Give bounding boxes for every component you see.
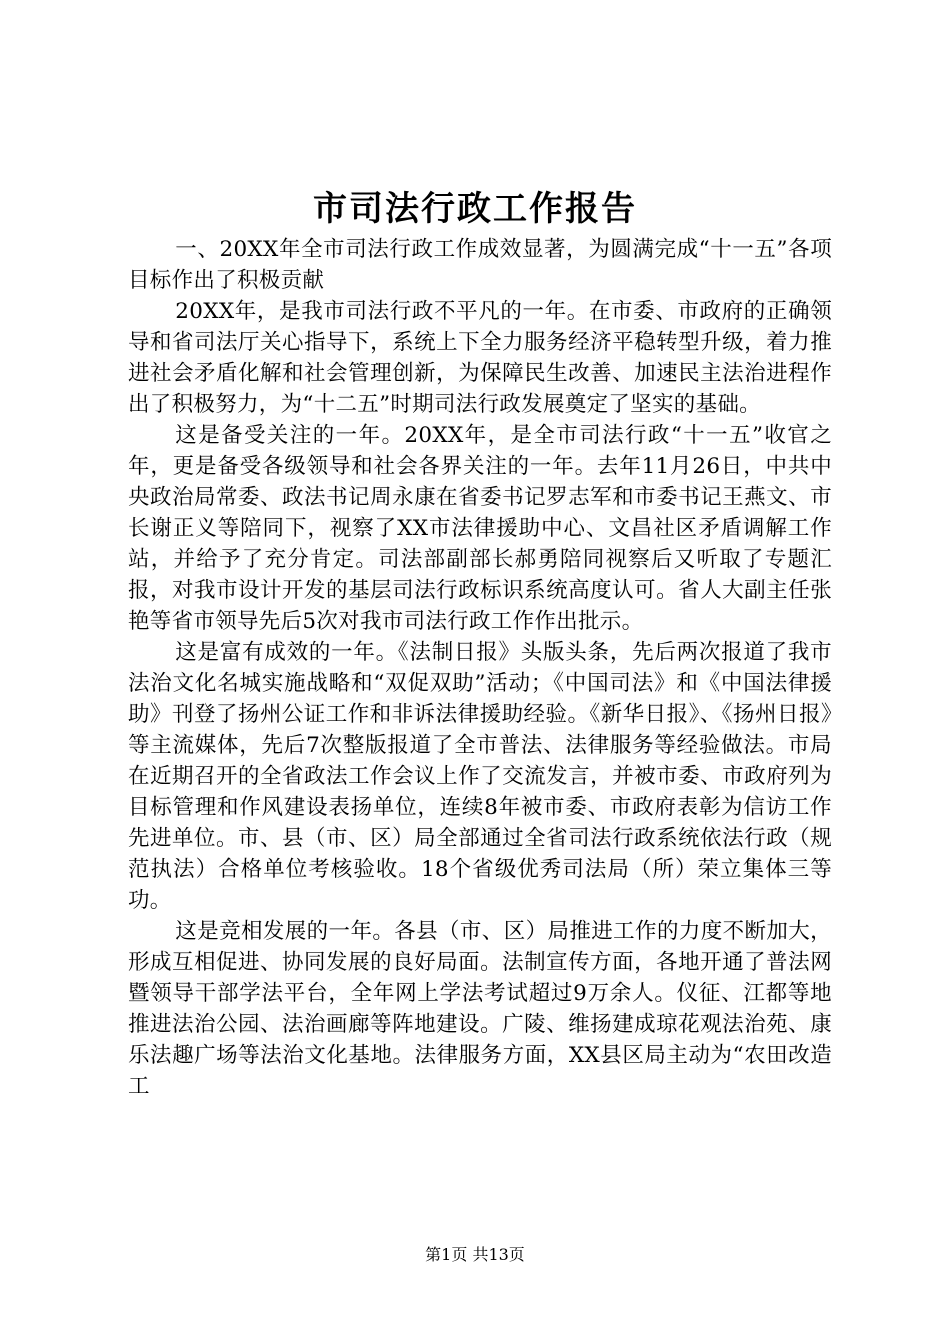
body-paragraph: 这是备受关注的一年。20XX年，是全市司法行政“十一五”收官之年，更是备受各级领导和社会各界关注的一年。去年11月26日，中共中央政治局常委、政法书记周永康在省委书记罗志军和市委书记王燕文、市长谢正义等陪同下，视察了XX市法律援助中心、文昌社区矛盾调解工作站，并给予了充分肯定。司法部副部长郝勇陪同视察后又听取了专题汇报，对我市设计开发的基层司法行政标识系统高度认可。省人大副主任张艳等省市领导先后5次对我市司法行政工作作出批示。: [128, 423, 832, 634]
body-paragraph: 这是富有成效的一年。《法制日报》头版头条，先后两次报道了我市法治文化名城实施战略和“双促双助”活动；《中国司法》和《中国法律援助》刊登了扬州公证工作和非诉法律援助经验。《新华日报》、《扬州日报》等主流媒体，先后7次整版报道了全市普法、法律服务等经验做法。市局在近期召开的全省政法工作会议上作了交流发言，并被市委、市政府列为目标管理和作风建设表扬单位，连续8年被市委、市政府表彰为信访工作先进单位。市、县（市、区）局全部通过全省司法行政系统依法行政（规范执法）合格单位考核验收。18个省级优秀司法局（所）荣立集体三等功。: [128, 640, 832, 913]
page-number-footer: 第1页 共13页: [425, 1245, 525, 1264]
body-paragraph: 20XX年，是我市司法行政不平凡的一年。在市委、市政府的正确领导和省司法厅关心指导下，系统上下全力服务经济平稳转型升级，着力推进社会矛盾化解和社会管理创新，为保障民生改善、加速民主法治进程作出了积极努力，为“十二五”时期司法行政发展奠定了坚实的基础。: [128, 299, 832, 417]
document-title: 市司法行政工作报告: [313, 189, 637, 229]
body-paragraph: 这是竞相发展的一年。各县（市、区）局推进工作的力度不断加大，形成互相促进、协同发展的良好局面。法制宣传方面，各地开通了普法网暨领导干部学法平台，全年网上学法考试超过9万余人。仪征、江都等地推进法治公园、法治画廊等阵地建设。广陵、维扬建成琼花观法治苑、康乐法趣广场等法治文化基地。法律服务方面，XX县区局主动为“农田改造工: [128, 919, 832, 1099]
section-heading-paragraph: 一、20XX年全市司法行政工作成效显著，为圆满完成“十一五”各项目标作出了积极贡献: [128, 237, 832, 293]
document-body: [128, 234, 832, 1102]
